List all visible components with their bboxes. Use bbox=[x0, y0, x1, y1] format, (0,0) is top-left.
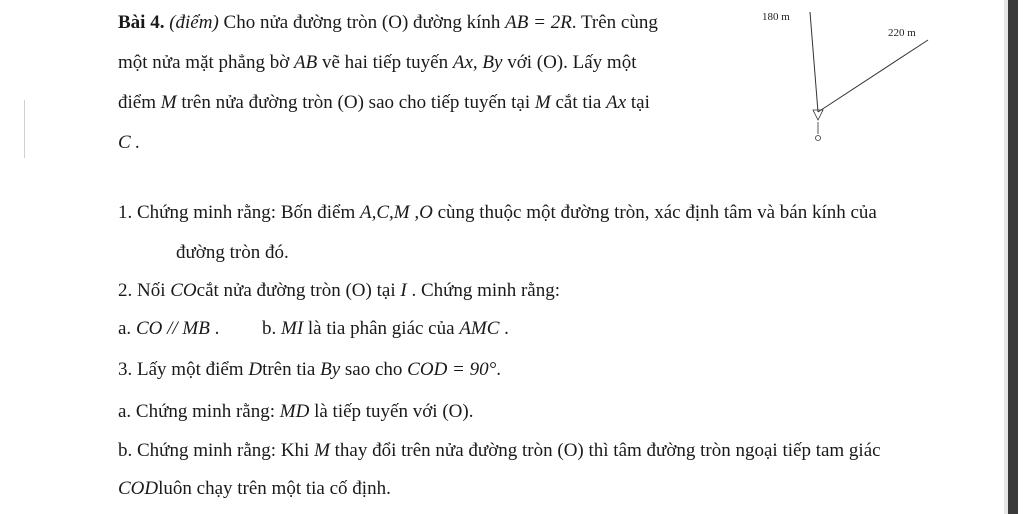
q3a-text: a. Chứng minh rằng: bbox=[118, 401, 276, 422]
intro-math: M bbox=[160, 92, 177, 113]
q2a-text: . bbox=[214, 318, 220, 339]
q3-text: trên tia bbox=[262, 359, 316, 380]
intro-text: Cho nửa đường tròn (O) đường kính bbox=[223, 12, 501, 33]
q3b-math: M bbox=[314, 440, 330, 461]
figure-line-left bbox=[810, 12, 818, 112]
figure-label-220: 220 m bbox=[888, 27, 916, 39]
problem-intro-line-1 bbox=[118, 12, 658, 34]
q2b-label: b. bbox=[262, 318, 277, 339]
figure-line-right bbox=[818, 40, 928, 112]
intro-text: điểm bbox=[118, 92, 156, 113]
intro-text: một nửa mặt phẳng bờ bbox=[118, 52, 290, 73]
intro-math: Ax bbox=[452, 52, 473, 73]
question-3b-line-1 bbox=[118, 440, 881, 462]
q2b-math: AMC bbox=[459, 318, 500, 339]
q3-text: sao cho bbox=[344, 359, 403, 380]
q2-math: I bbox=[400, 280, 407, 301]
intro-text: cắt tia bbox=[555, 92, 602, 113]
distance-figure bbox=[760, 0, 950, 150]
q3b-text: b. Chứng minh rằng: Khi bbox=[118, 440, 310, 461]
question-2b bbox=[262, 318, 509, 340]
q3-text: . bbox=[496, 359, 501, 380]
problem-intro-line-2 bbox=[118, 52, 637, 74]
intro-text: vẽ hai tiếp tuyến bbox=[321, 52, 449, 73]
intro-text: trên nửa đường tròn (O) sao cho tiếp tuyến tại bbox=[181, 92, 531, 113]
intro-math: Ax bbox=[606, 92, 627, 113]
q2-math: CO bbox=[170, 280, 197, 301]
q3-text: 3. Lấy một điểm bbox=[118, 359, 244, 380]
question-3a bbox=[118, 401, 473, 423]
question-3 bbox=[118, 359, 501, 381]
right-edge-bar bbox=[1008, 0, 1018, 514]
intro-text: với (O). Lấy một bbox=[507, 52, 637, 73]
question-3b-line-2 bbox=[118, 478, 391, 500]
q3a-math: MD bbox=[279, 401, 310, 422]
problem-intro-line-3 bbox=[118, 92, 650, 114]
problem-points: (điểm) bbox=[169, 12, 219, 33]
q1-math: A,C,M ,O bbox=[359, 202, 433, 223]
q2-text: cắt nửa đường tròn (O) tại bbox=[196, 280, 396, 301]
intro-math: M bbox=[534, 92, 551, 113]
q2b-math: MI bbox=[281, 318, 304, 339]
q3-math: By bbox=[320, 359, 341, 380]
intro-math: By bbox=[482, 52, 503, 73]
problem-intro-line-4 bbox=[118, 132, 140, 154]
q3b-text: thay đổi trên nửa đường tròn (O) thì tâm đường tròn ngoại tiếp tam giác bbox=[334, 440, 881, 461]
figure-point bbox=[816, 136, 821, 141]
intro-math: AB bbox=[294, 52, 318, 73]
q2b-text: là tia phân giác của bbox=[307, 318, 455, 339]
q2-text: 2. Nối bbox=[118, 280, 166, 301]
question-2a bbox=[118, 318, 219, 340]
q1-text: 1. Chứng minh rằng: Bốn điểm bbox=[118, 202, 356, 223]
q2a-label: a. bbox=[118, 318, 132, 339]
intro-text: , bbox=[472, 52, 478, 73]
q3-math: D bbox=[248, 359, 263, 380]
problem-title: Bài 4. bbox=[118, 12, 165, 33]
question-1-line-1 bbox=[118, 202, 877, 224]
q1-text: đường tròn đó. bbox=[176, 242, 289, 263]
intro-math: C . bbox=[118, 132, 141, 153]
q2a-math: CO // MB bbox=[135, 318, 210, 339]
q3a-text: là tiếp tuyến với (O). bbox=[314, 401, 474, 422]
intro-text: tại bbox=[630, 92, 650, 113]
q3b-math: COD bbox=[118, 478, 159, 499]
left-margin-mark bbox=[24, 100, 25, 158]
q3b-text: luôn chạy trên một tia cố định. bbox=[158, 478, 391, 499]
question-1-line-2 bbox=[176, 242, 289, 264]
intro-math: AB = 2R bbox=[505, 12, 572, 33]
q3-math: COD = 90° bbox=[407, 359, 497, 380]
q2-text: . Chứng minh rằng: bbox=[411, 280, 561, 301]
question-2 bbox=[118, 280, 560, 302]
intro-text: . Trên cùng bbox=[571, 12, 658, 33]
q1-text: cùng thuộc một đường tròn, xác định tâm và bán kính của bbox=[437, 202, 877, 223]
q2b-text: . bbox=[504, 318, 509, 339]
figure-label-180: 180 m bbox=[762, 11, 790, 23]
